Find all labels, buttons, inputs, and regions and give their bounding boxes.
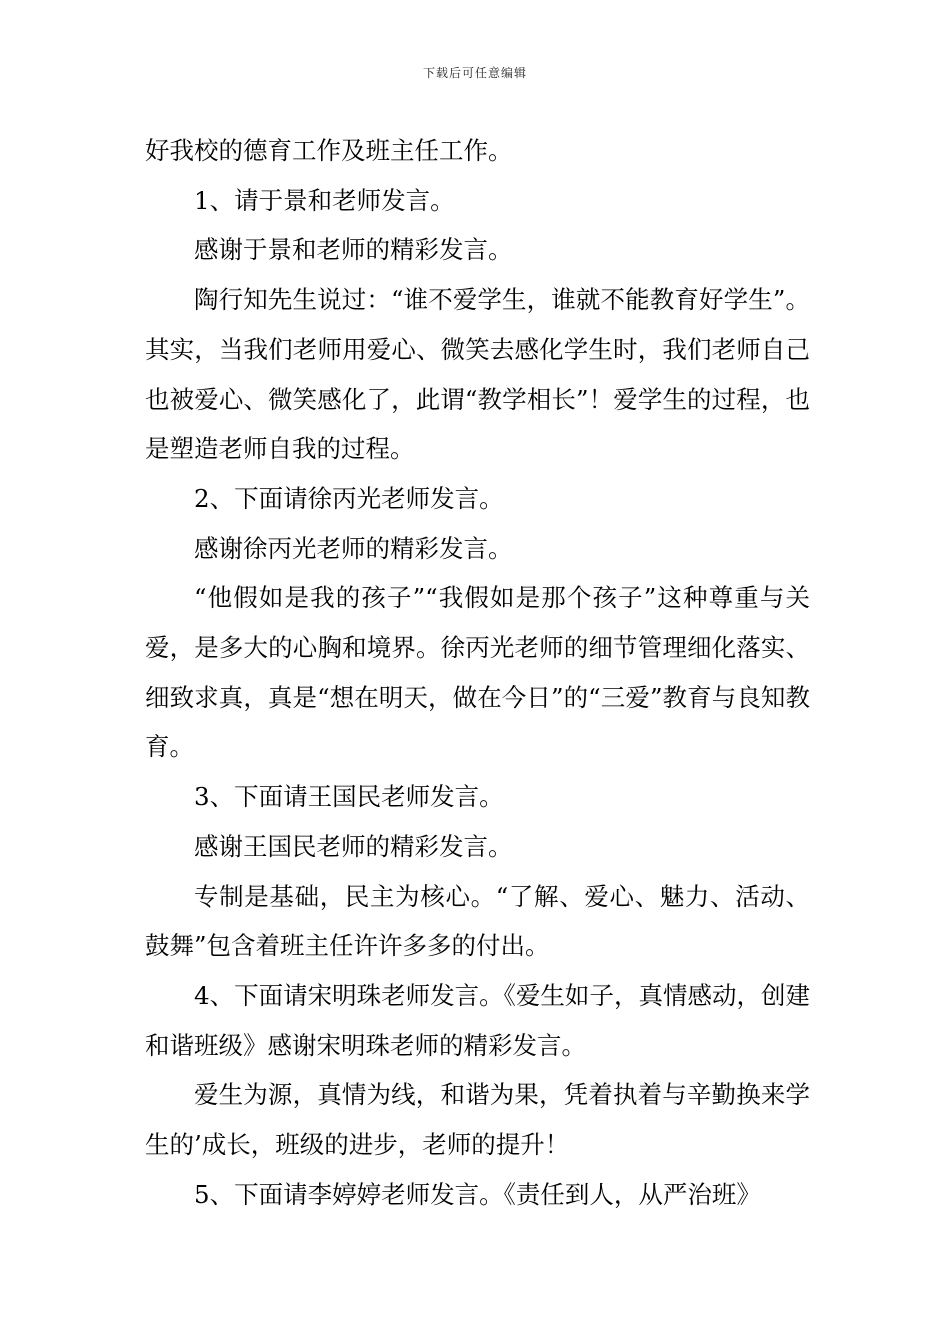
paragraph: 感谢王国民老师的精彩发言。 xyxy=(194,831,513,861)
page-header-note: 下载后可任意编辑 xyxy=(422,66,527,80)
paragraph: 专制是基础，民主为核心。“了解、爱心、魅力、活动、鼓舞”包含着班主任许许多多的付出。 xyxy=(145,881,810,961)
paragraph: 2、下面请徐丙光老师发言。 xyxy=(194,483,504,513)
paragraph: 3、下面请王国民老师发言。 xyxy=(194,782,504,812)
paragraph: 爱生为源，真情为线，和谐为果，凭着执着与辛勤换来学生的’成长，班级的进步，老师的提升！ xyxy=(145,1080,810,1160)
paragraph: 好我校的德育工作及班主任工作。 xyxy=(145,136,513,165)
document-body xyxy=(145,126,810,1219)
paragraph: 5、下面请李婷婷老师发言。《责任到人，从严治班》 xyxy=(194,1179,761,1209)
paragraph: 感谢于景和老师的精彩发言。 xyxy=(194,235,513,265)
paragraph: “他假如是我的孩子”“我假如是那个孩子”这种尊重与关爱，是多大的心胸和境界。徐丙光老师的细节管理细化落实、细致求真，真是“想在明天，做在今日”的“三爱”教育与良知教育。 xyxy=(145,583,810,762)
paragraph: 陶行知先生说过：“谁不爱学生，谁就不能教育好学生”。其实，当我们老师用爱心、微笑去感化学生时，我们老师自己也被爱心、微笑感化了，此谓“教学相长”！爱学生的过程，也是塑造老师自我的过程。 xyxy=(145,285,810,464)
paragraph: 1、请于景和老师发言。 xyxy=(194,185,455,215)
paragraph: 感谢徐丙光老师的精彩发言。 xyxy=(194,533,513,563)
paragraph: 4、下面请宋明珠老师发言。《爱生如子，真情感动，创建和谐班级》感谢宋明珠老师的精彩发言。 xyxy=(145,980,810,1060)
